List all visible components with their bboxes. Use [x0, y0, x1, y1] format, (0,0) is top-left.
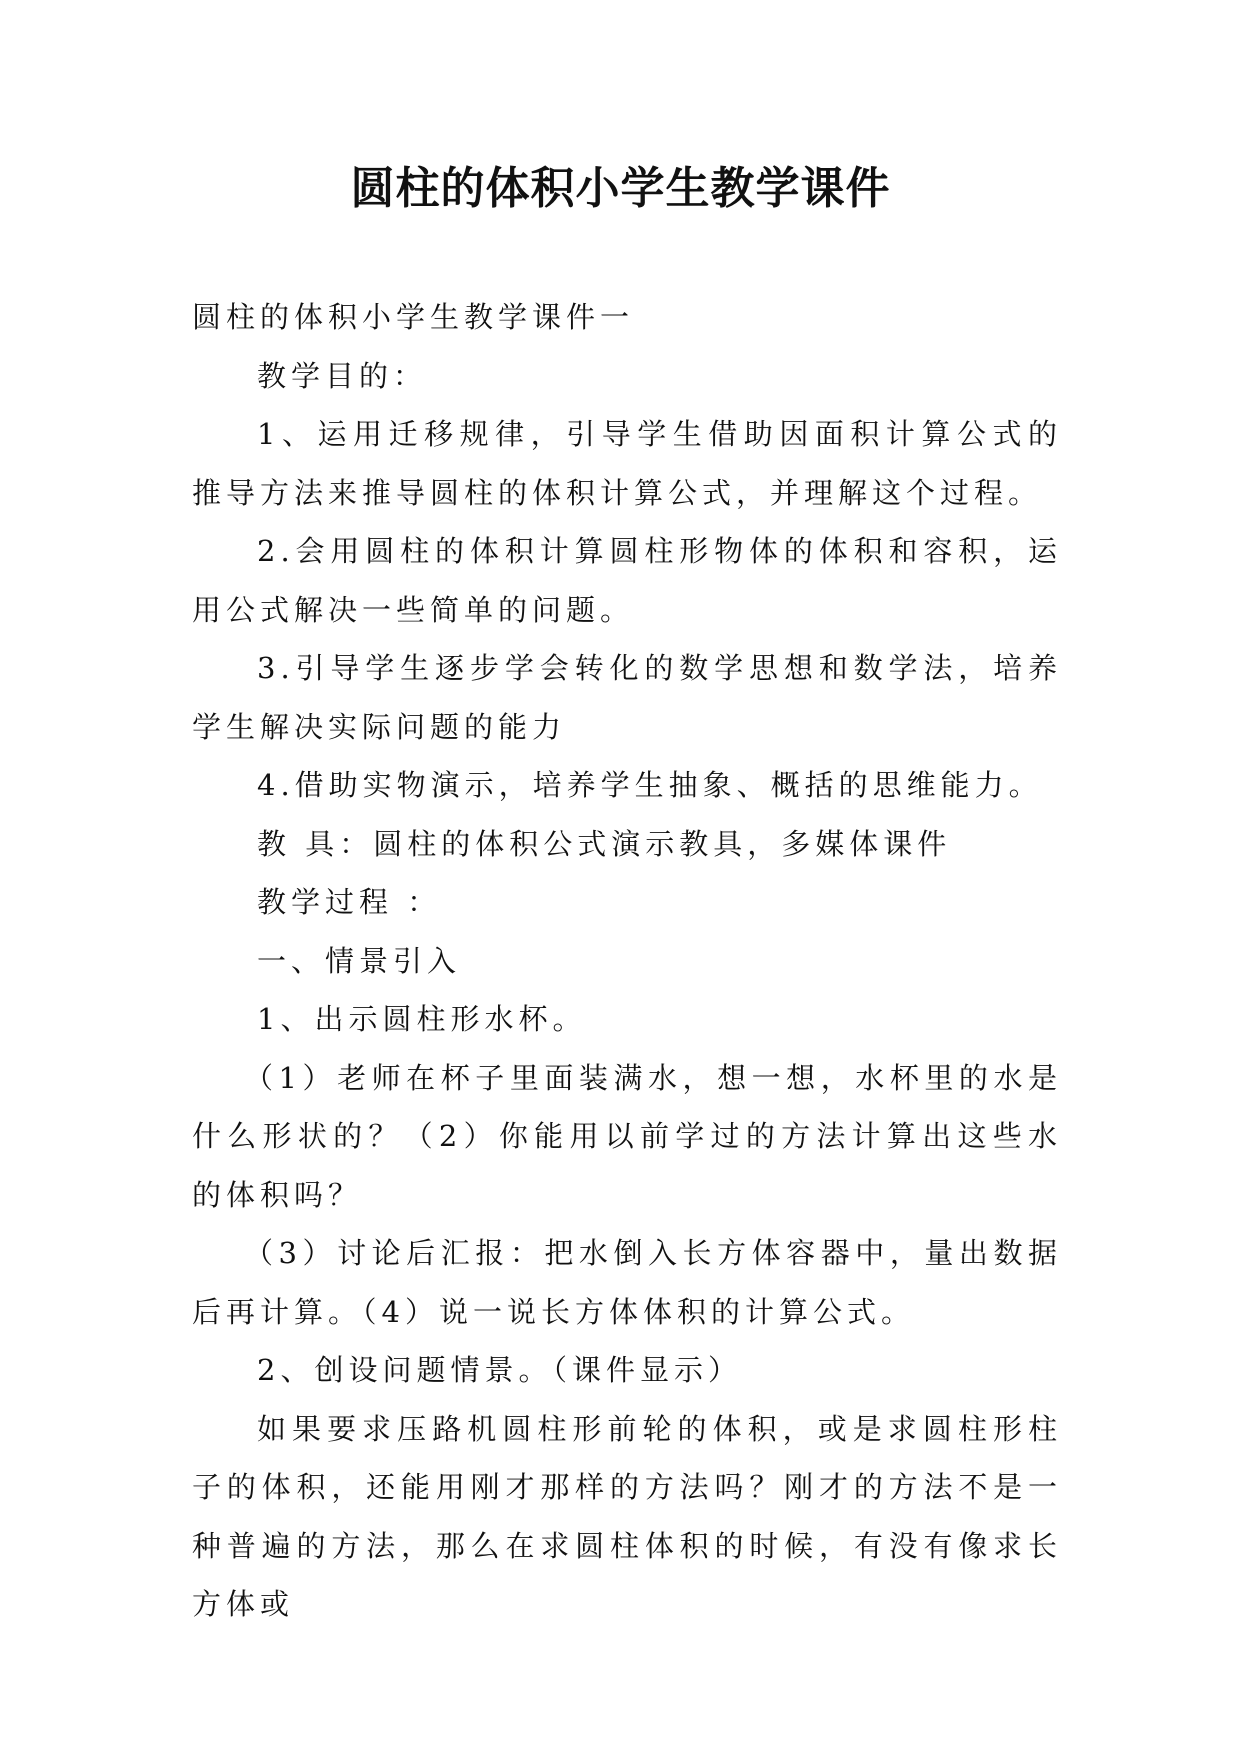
paragraph: （1）老师在杯子里面装满水，想一想，水杯里的水是什么形状的？（2）你能用以前学过的方法计算出这些水的体积吗？ — [192, 1060, 1062, 1212]
paragraph: （3）讨论后汇报：把水倒入长方体容器中，量出数据后再计算。（4）说一说长方体体积的计算公式。 — [192, 1236, 1062, 1329]
paragraph: 教学过程 ： — [257, 885, 442, 919]
document-title: 圆柱的体积小学生教学课件 — [350, 163, 891, 214]
paragraph: 3.引导学生逐步学会转化的数学思想和数学法，培养学生解决实际问题的能力 — [192, 651, 1062, 744]
paragraph: 1、运用迁移规律，引导学生借助因面积计算公式的推导方法来推导圆柱的体积计算公式，并理解这个过程。 — [192, 417, 1062, 510]
paragraph: 2、创设问题情景。（课件显示） — [257, 1353, 742, 1387]
document-body — [192, 288, 1062, 1634]
paragraph: 教 具：圆柱的体积公式演示教具，多媒体课件 — [257, 826, 952, 861]
paragraph: 一、情景引入 — [257, 943, 462, 978]
paragraph: 2.会用圆柱的体积计算圆柱形物体的体积和容积，运用公式解决一些简单的问题。 — [192, 534, 1062, 627]
paragraph: 4.借助实物演示，培养学生抽象、概括的思维能力。 — [257, 768, 1043, 802]
paragraph: 1、出示圆柱形水杯。 — [257, 1002, 587, 1036]
section-heading: 圆柱的体积小学生教学课件一 — [192, 300, 635, 334]
paragraph: 如果要求压路机圆柱形前轮的体积，或是求圆柱形柱子的体积，还能用刚才那样的方法吗？刚才的方法不是一种普遍的方法，那么在求圆柱体积的时候，有没有像求长方体或 — [192, 1411, 1062, 1621]
paragraph: 教学目的： — [257, 358, 428, 393]
